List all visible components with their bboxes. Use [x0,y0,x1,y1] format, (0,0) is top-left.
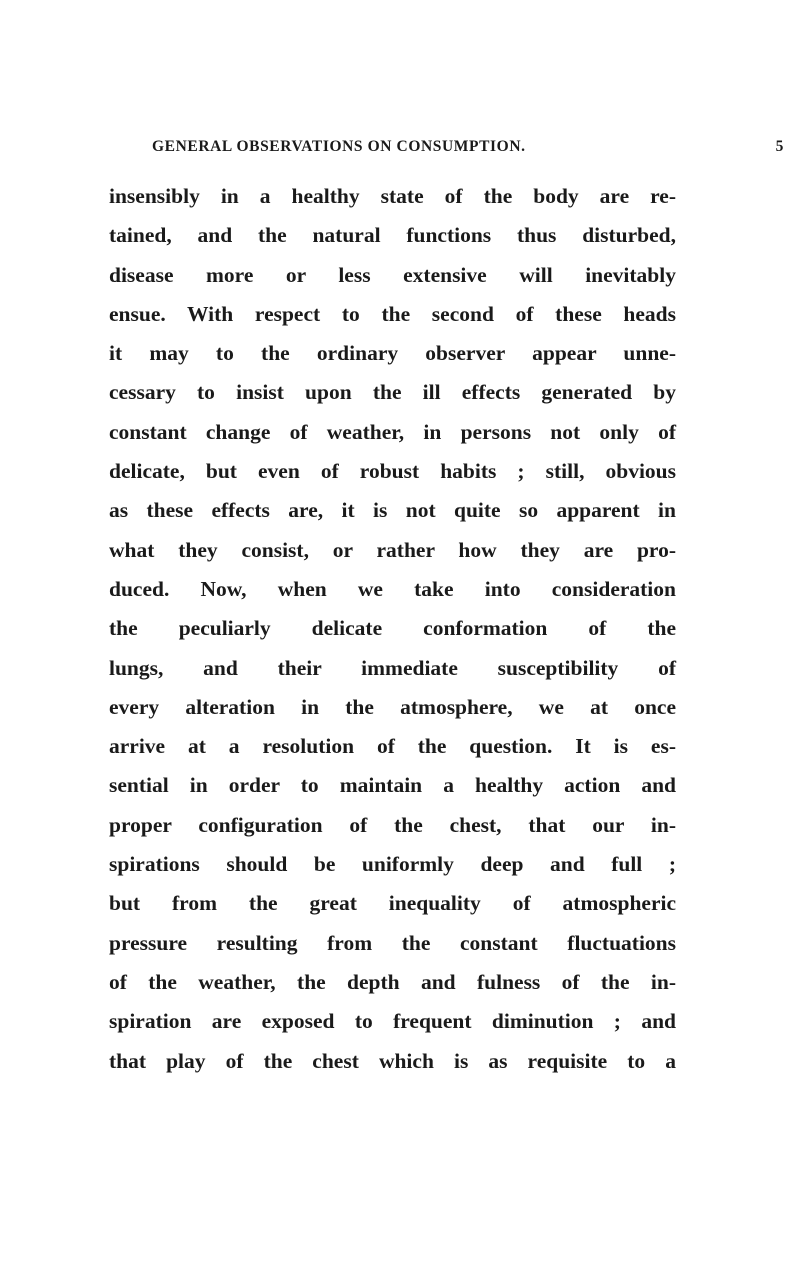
text-line: sential in order to maintain a healthy action and [109,773,676,798]
text-line: the peculiarly delicate conformation of the [109,616,676,641]
text-line: duced. Now, when we take into consideration [109,576,676,601]
text-line: spiration are exposed to frequent diminution ; and [109,1009,676,1034]
text-line: delicate, but even of robust habits ; still, obvious [109,459,676,484]
body-text [109,177,676,1081]
text-line: constant change of weather, in persons not only of [109,419,676,444]
text-line: lungs, and their immediate susceptibility of [109,655,676,680]
text-line: it may to the ordinary observer appear unne- [109,341,676,366]
text-line: ensue. With respect to the second of these heads [109,301,676,326]
running-head [152,138,784,162]
text-line: of the weather, the depth and fulness of the in- [109,969,676,994]
text-line: as these effects are, it is not quite so apparent in [109,498,676,523]
running-title: GENERAL OBSERVATIONS ON CONSUMPTION. [152,138,526,155]
text-line: every alteration in the atmosphere, we at once [109,694,676,719]
text-line: arrive at a resolution of the question. It is es- [109,734,676,759]
text-line: that play of the chest which is as requisite to a [109,1048,676,1073]
text-line: disease more or less extensive will inevitably [109,262,676,287]
text-line: pressure resulting from the constant fluctuations [109,930,676,955]
text-line: proper configuration of the chest, that our in- [109,812,676,837]
text-line: spirations should be uniformly deep and full ; [109,852,676,877]
text-line: insensibly in a healthy state of the body are re- [109,184,676,208]
text-line: tained, and the natural functions thus disturbed, [109,223,676,248]
text-line: but from the great inequality of atmospheric [109,891,676,916]
text-line: what they consist, or rather how they are pro- [109,537,676,562]
page-number: 5 [775,138,784,155]
text-line: cessary to insist upon the ill effects generated by [109,380,676,405]
